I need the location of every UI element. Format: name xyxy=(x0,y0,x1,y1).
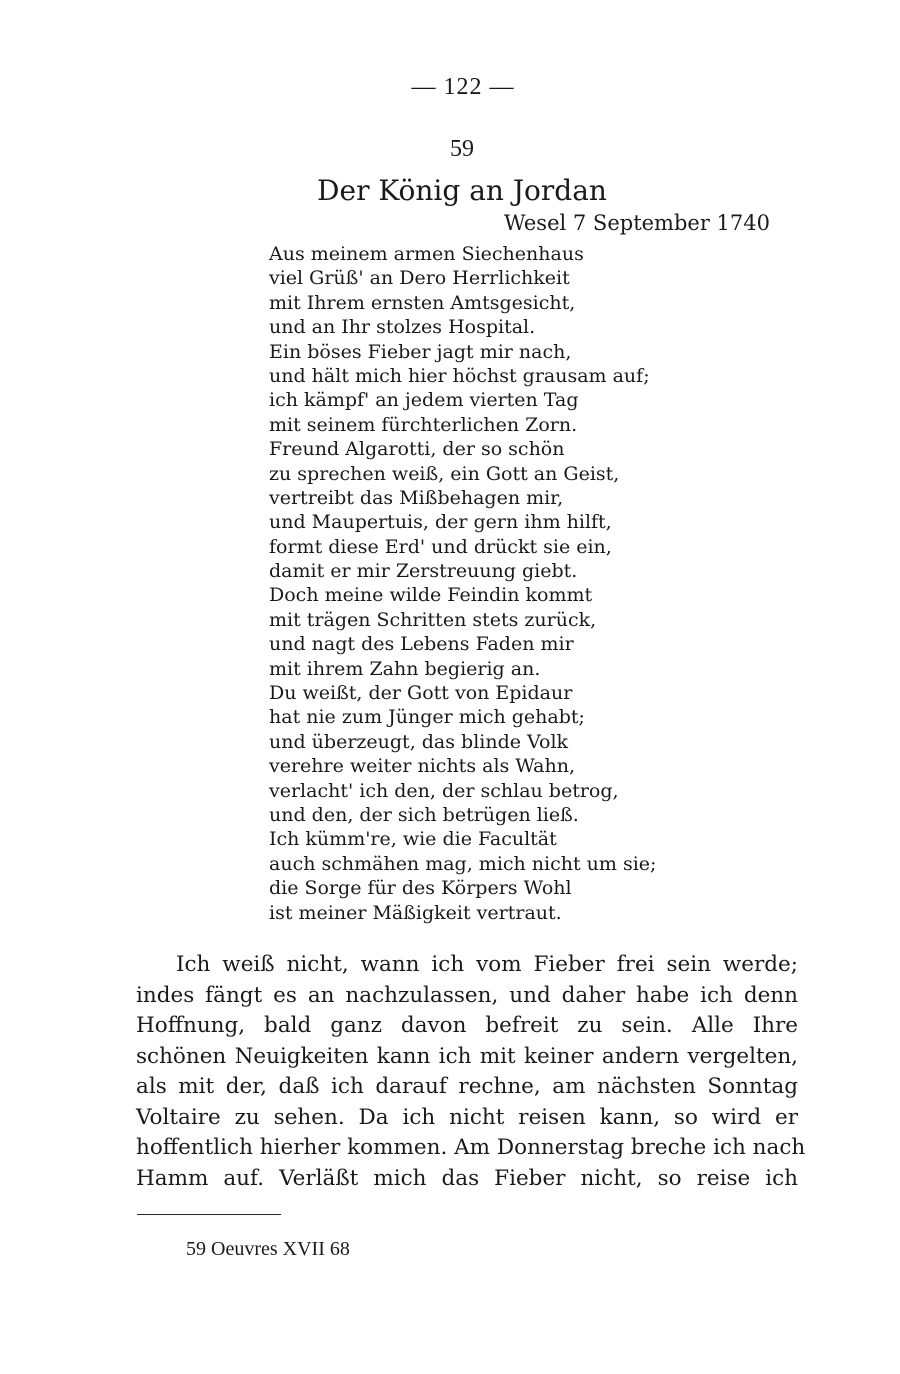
footnote-rule xyxy=(137,1214,281,1215)
poem-line: vertreibt das Mißbehagen mir, xyxy=(269,486,564,509)
poem-line: verehre weiter nichts als Wahn, xyxy=(269,755,576,778)
prose-line: Hoffnung, bald ganz davon befreit zu sein. Alle Ihre xyxy=(136,1013,798,1038)
poem-line: Doch meine wilde Feindin kommt xyxy=(269,584,593,607)
poem-line: mit ihrem Zahn begierig an. xyxy=(269,657,541,680)
poem-line: Freund Algarotti, der so schön xyxy=(269,438,565,461)
poem-line: Ich kümm're, wie die Facultät xyxy=(269,828,557,851)
letter-number: 59 xyxy=(450,136,474,162)
poem-line: ich kämpf' an jedem vierten Tag xyxy=(269,389,579,412)
letter-title: Der König an Jordan xyxy=(317,174,607,207)
poem-line: mit Ihrem ernsten Amtsgesicht, xyxy=(269,291,576,314)
poem-line: zu sprechen weiß, ein Gott an Geist, xyxy=(269,462,620,485)
prose-line: schönen Neuigkeiten kann ich mit keiner andern vergelten, xyxy=(136,1043,798,1069)
prose-line: indes fängt es an nachzulassen, und daher habe ich denn xyxy=(136,982,798,1008)
poem-line: Du weißt, der Gott von Epidaur xyxy=(269,682,573,705)
prose-line: Hamm auf. Verläßt mich das Fieber nicht, so reise ich xyxy=(136,1165,798,1191)
prose-paragraph xyxy=(136,950,806,1194)
poem-line: die Sorge für des Körpers Wohl xyxy=(269,877,572,900)
poem-line: verlacht' ich den, der schlau betrog, xyxy=(269,779,619,802)
poem-line: und überzeugt, das blinde Volk xyxy=(269,730,569,753)
poem-line: und nagt des Lebens Faden mir xyxy=(269,633,574,656)
poem-line: mit trägen Schritten stets zurück, xyxy=(269,608,597,631)
poem-line: viel Grüß' an Dero Herrlichkeit xyxy=(269,267,570,290)
poem-line: und Maupertuis, der gern ihm hilft, xyxy=(269,511,612,534)
poem-line: Aus meinem armen Siechenhaus xyxy=(269,243,584,265)
poem-line: damit er mir Zerstreuung giebt. xyxy=(269,560,578,583)
prose-line: Ich weiß nicht, wann ich vom Fieber frei sein werde; xyxy=(176,952,798,977)
poem-line: und hält mich hier höchst grausam auf; xyxy=(269,364,650,387)
poem-line: und den, der sich betrügen ließ. xyxy=(269,803,579,826)
letter-dateline: Wesel 7 September 1740 xyxy=(504,211,770,235)
poem-line: hat nie zum Jünger mich gehabt; xyxy=(269,706,585,729)
prose-line: Voltaire zu sehen. Da ich nicht reisen kann, so wird er xyxy=(136,1104,798,1130)
poem-line: mit seinem fürchterlichen Zorn. xyxy=(269,413,578,436)
poem-line: und an Ihr stolzes Hospital. xyxy=(269,316,536,339)
poem-line: Ein böses Fieber jagt mir nach, xyxy=(269,340,572,363)
poem xyxy=(269,242,769,925)
footnote: 59 Oeuvres XVII 68 xyxy=(186,1238,350,1260)
poem-line: formt diese Erd' und drückt sie ein, xyxy=(269,535,612,558)
poem-line: ist meiner Mäßigkeit vertraut. xyxy=(269,901,562,924)
page-number: — 122 — xyxy=(411,74,515,100)
prose-line: als mit der, daß ich darauf rechne, am nächsten Sonntag xyxy=(136,1074,798,1099)
poem-line: auch schmähen mag, mich nicht um sie; xyxy=(269,852,657,875)
prose-line: hoffentlich hierher kommen. Am Donnerstag breche ich nach xyxy=(136,1135,806,1160)
